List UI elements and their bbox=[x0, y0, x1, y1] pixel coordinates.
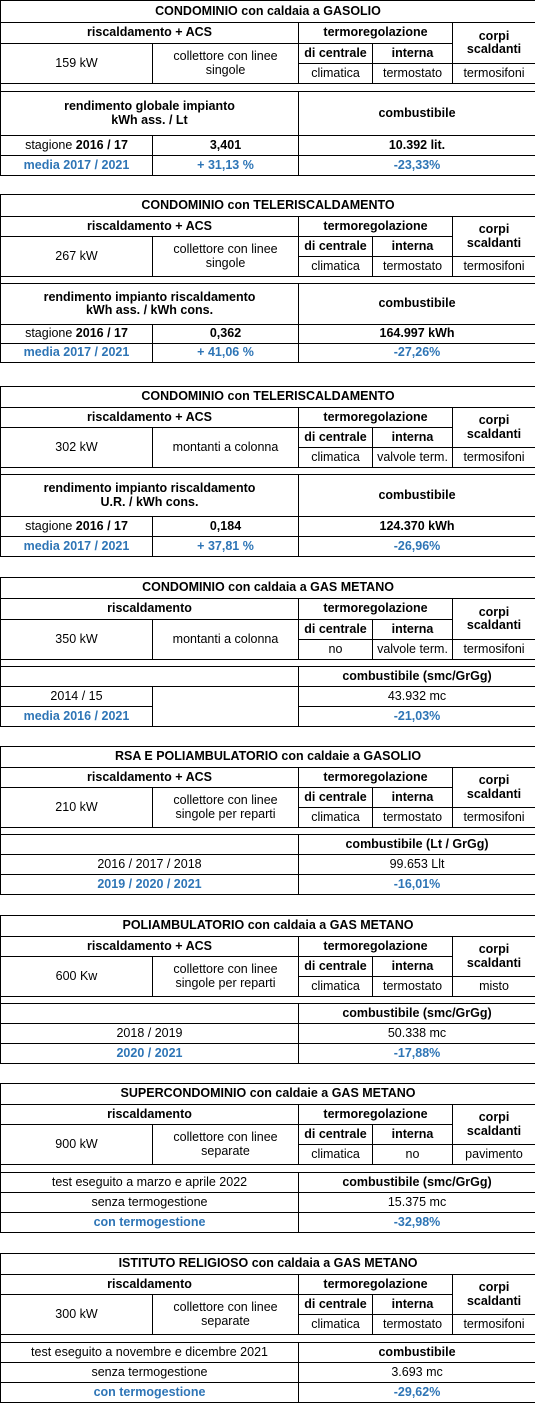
header-bodies: corpi scaldanti bbox=[453, 408, 535, 448]
spacer bbox=[1, 1335, 535, 1343]
average-efficiency: + 41,06 % bbox=[153, 344, 299, 363]
regulation-internal-value: termostato bbox=[373, 977, 453, 997]
regulation-internal-value: valvole term. bbox=[373, 640, 453, 660]
block-condominio-gas-metano bbox=[0, 577, 535, 727]
regulation-central-label: di centrale bbox=[299, 620, 373, 640]
block-title: CONDOMINIO con caldaia a GASOLIO bbox=[1, 1, 535, 23]
season-label: stagione 2016 / 17 bbox=[1, 517, 153, 537]
with-management-fuel: -32,98% bbox=[299, 1213, 535, 1233]
efficiency-header: rendimento globale impianto kWh ass. / Lt bbox=[1, 92, 299, 136]
average-efficiency: + 37,81 % bbox=[153, 537, 299, 557]
block-title: ISTITUTO RELIGIOSO con caldaia a GAS METANO bbox=[1, 1254, 535, 1275]
regulation-central-label: di centrale bbox=[299, 44, 373, 64]
bodies-value: pavimento bbox=[453, 1145, 535, 1165]
block-title: SUPERCONDOMINIO con caldaie a GAS METANO bbox=[1, 1084, 535, 1105]
spacer bbox=[1, 277, 535, 284]
spacer bbox=[1, 1165, 535, 1173]
test-note: test eseguito a marzo e aprile 2022 bbox=[1, 1173, 299, 1193]
bodies-value: termosifoni bbox=[453, 64, 535, 84]
regulation-central-value: climatica bbox=[299, 1315, 373, 1335]
regulation-internal-label: interna bbox=[373, 1125, 453, 1145]
power-value: 900 kW bbox=[1, 1125, 153, 1165]
spacer bbox=[1, 828, 535, 835]
power-value: 159 kW bbox=[1, 44, 153, 84]
block-condominio-gasolio bbox=[0, 0, 535, 176]
distribution-type: collettore con linee separate bbox=[153, 1295, 299, 1335]
comparison-fuel: -16,01% bbox=[299, 875, 535, 895]
header-regulation: termoregolazione bbox=[299, 408, 453, 428]
header-heating: riscaldamento + ACS bbox=[1, 23, 299, 44]
regulation-central-value: climatica bbox=[299, 64, 373, 84]
fuel-header: combustibile (smc/GrGg) bbox=[299, 1004, 535, 1024]
header-heating: riscaldamento bbox=[1, 1105, 299, 1125]
efficiency-header: rendimento impianto riscaldamento kWh ass. / kWh cons. bbox=[1, 284, 299, 325]
header-bodies: corpi scaldanti bbox=[453, 599, 535, 640]
without-management-label: senza termogestione bbox=[1, 1363, 299, 1383]
regulation-central-value: climatica bbox=[299, 977, 373, 997]
season-label: stagione 2016 / 17 bbox=[1, 325, 153, 344]
distribution-type: montanti a colonna bbox=[153, 428, 299, 468]
header-bodies: corpi scaldanti bbox=[453, 937, 535, 977]
period-label: 2018 / 2019 bbox=[1, 1024, 299, 1044]
block-title: RSA E POLIAMBULATORIO con caldaie a GASOLIO bbox=[1, 747, 535, 768]
spacer bbox=[1, 997, 535, 1004]
distribution-type: collettore con linee singole bbox=[153, 237, 299, 277]
average-fuel: -27,26% bbox=[299, 344, 535, 363]
bodies-value: termosifoni bbox=[453, 808, 535, 828]
fuel-header: combustibile bbox=[299, 284, 535, 325]
header-bodies: corpi scaldanti bbox=[453, 1105, 535, 1145]
header-heating: riscaldamento bbox=[1, 599, 299, 620]
power-value: 267 kW bbox=[1, 237, 153, 277]
fuel-header-blank bbox=[1, 667, 299, 687]
without-management-label: senza termogestione bbox=[1, 1193, 299, 1213]
comparison-label: 2019 / 2020 / 2021 bbox=[1, 875, 299, 895]
regulation-internal-label: interna bbox=[373, 428, 453, 448]
block-title: CONDOMINIO con TELERISCALDAMENTO bbox=[1, 195, 535, 217]
fuel-header: combustibile bbox=[299, 1343, 535, 1363]
header-bodies: corpi scaldanti bbox=[453, 768, 535, 808]
regulation-central-label: di centrale bbox=[299, 788, 373, 808]
distribution-type: collettore con linee singole per reparti bbox=[153, 957, 299, 997]
power-value: 302 kW bbox=[1, 428, 153, 468]
regulation-internal-label: interna bbox=[373, 957, 453, 977]
regulation-internal-label: interna bbox=[373, 620, 453, 640]
header-bodies: corpi scaldanti bbox=[453, 217, 535, 257]
power-value: 210 kW bbox=[1, 788, 153, 828]
block-condominio-teleriscaldamento-1 bbox=[0, 194, 535, 363]
block-poliambulatorio-gas-metano bbox=[0, 915, 535, 1064]
header-regulation: termoregolazione bbox=[299, 1105, 453, 1125]
spacer bbox=[1, 468, 535, 475]
season-fuel: 164.997 kWh bbox=[299, 325, 535, 344]
block-condominio-teleriscaldamento-2 bbox=[0, 386, 535, 557]
regulation-central-value: climatica bbox=[299, 1145, 373, 1165]
block-title: POLIAMBULATORIO con caldaia a GAS METANO bbox=[1, 916, 535, 937]
average-fuel: -21,03% bbox=[299, 707, 535, 727]
regulation-central-value: climatica bbox=[299, 257, 373, 277]
bodies-value: termosifoni bbox=[453, 1315, 535, 1335]
season-label: stagione 2016 / 17 bbox=[1, 136, 153, 156]
test-note: test eseguito a novembre e dicembre 2021 bbox=[1, 1343, 299, 1363]
block-supercondominio bbox=[0, 1083, 535, 1233]
power-value: 600 Kw bbox=[1, 957, 153, 997]
without-management-fuel: 3.693 mc bbox=[299, 1363, 535, 1383]
header-heating: riscaldamento bbox=[1, 1275, 299, 1295]
period-fuel: 99.653 Llt bbox=[299, 855, 535, 875]
distribution-type: collettore con linee singole per reparti bbox=[153, 788, 299, 828]
regulation-internal-value: termostato bbox=[373, 257, 453, 277]
fuel-header-blank bbox=[1, 1004, 299, 1024]
average-label: media 2017 / 2021 bbox=[1, 344, 153, 363]
header-regulation: termoregolazione bbox=[299, 599, 453, 620]
average-label: media 2017 / 2021 bbox=[1, 537, 153, 557]
average-label: media 2017 / 2021 bbox=[1, 156, 153, 176]
fuel-header: combustibile (Lt / GrGg) bbox=[299, 835, 535, 855]
regulation-central-label: di centrale bbox=[299, 428, 373, 448]
without-management-fuel: 15.375 mc bbox=[299, 1193, 535, 1213]
season-fuel: 43.932 mc bbox=[299, 687, 535, 707]
regulation-internal-label: interna bbox=[373, 1295, 453, 1315]
season-fuel: 10.392 lit. bbox=[299, 136, 535, 156]
spacer bbox=[1, 660, 535, 667]
regulation-internal-value: termostato bbox=[373, 808, 453, 828]
regulation-internal-value: termostato bbox=[373, 64, 453, 84]
bodies-value: termosifoni bbox=[453, 448, 535, 468]
regulation-central-label: di centrale bbox=[299, 1295, 373, 1315]
regulation-central-label: di centrale bbox=[299, 957, 373, 977]
header-regulation: termoregolazione bbox=[299, 768, 453, 788]
regulation-internal-value: no bbox=[373, 1145, 453, 1165]
header-bodies: corpi scaldanti bbox=[453, 23, 535, 64]
season-blank bbox=[153, 687, 299, 727]
fuel-header: combustibile (smc/GrGg) bbox=[299, 667, 535, 687]
distribution-type: montanti a colonna bbox=[153, 620, 299, 660]
regulation-central-value: no bbox=[299, 640, 373, 660]
header-heating: riscaldamento + ACS bbox=[1, 768, 299, 788]
regulation-internal-label: interna bbox=[373, 788, 453, 808]
block-istituto-religioso bbox=[0, 1253, 535, 1403]
header-heating: riscaldamento + ACS bbox=[1, 937, 299, 957]
regulation-internal-value: termostato bbox=[373, 1315, 453, 1335]
average-label: media 2016 / 2021 bbox=[1, 707, 153, 727]
average-fuel: -23,33% bbox=[299, 156, 535, 176]
season-label: 2014 / 15 bbox=[1, 687, 153, 707]
average-fuel: -26,96% bbox=[299, 537, 535, 557]
regulation-central-value: climatica bbox=[299, 448, 373, 468]
block-title: CONDOMINIO con TELERISCALDAMENTO bbox=[1, 387, 535, 408]
distribution-type: collettore con linee separate bbox=[153, 1125, 299, 1165]
average-efficiency: + 31,13 % bbox=[153, 156, 299, 176]
header-regulation: termoregolazione bbox=[299, 23, 453, 44]
season-efficiency: 0,184 bbox=[153, 517, 299, 537]
power-value: 350 kW bbox=[1, 620, 153, 660]
distribution-type: collettore con linee singole bbox=[153, 44, 299, 84]
header-heating: riscaldamento + ACS bbox=[1, 217, 299, 237]
power-value: 300 kW bbox=[1, 1295, 153, 1335]
season-fuel: 124.370 kWh bbox=[299, 517, 535, 537]
regulation-internal-label: interna bbox=[373, 44, 453, 64]
fuel-header: combustibile bbox=[299, 92, 535, 136]
header-regulation: termoregolazione bbox=[299, 937, 453, 957]
regulation-central-value: climatica bbox=[299, 808, 373, 828]
period-label: 2016 / 2017 / 2018 bbox=[1, 855, 299, 875]
season-efficiency: 3,401 bbox=[153, 136, 299, 156]
period-fuel: 50.338 mc bbox=[299, 1024, 535, 1044]
header-bodies: corpi scaldanti bbox=[453, 1275, 535, 1315]
bodies-value: termosifoni bbox=[453, 257, 535, 277]
season-efficiency: 0,362 bbox=[153, 325, 299, 344]
header-regulation: termoregolazione bbox=[299, 1275, 453, 1295]
bodies-value: termosifoni bbox=[453, 640, 535, 660]
header-heating: riscaldamento + ACS bbox=[1, 408, 299, 428]
fuel-header: combustibile (smc/GrGg) bbox=[299, 1173, 535, 1193]
with-management-label: con termogestione bbox=[1, 1213, 299, 1233]
regulation-internal-label: interna bbox=[373, 237, 453, 257]
with-management-label: con termogestione bbox=[1, 1383, 299, 1403]
bodies-value: misto bbox=[453, 977, 535, 997]
comparison-fuel: -17,88% bbox=[299, 1044, 535, 1064]
block-rsa-poliambulatorio bbox=[0, 746, 535, 895]
comparison-label: 2020 / 2021 bbox=[1, 1044, 299, 1064]
with-management-fuel: -29,62% bbox=[299, 1383, 535, 1403]
block-title: CONDOMINIO con caldaia a GAS METANO bbox=[1, 578, 535, 599]
header-regulation: termoregolazione bbox=[299, 217, 453, 237]
efficiency-header: rendimento impianto riscaldamento U.R. / kWh cons. bbox=[1, 475, 299, 517]
spacer bbox=[1, 84, 535, 92]
regulation-central-label: di centrale bbox=[299, 237, 373, 257]
regulation-internal-value: valvole term. bbox=[373, 448, 453, 468]
regulation-central-label: di centrale bbox=[299, 1125, 373, 1145]
fuel-header: combustibile bbox=[299, 475, 535, 517]
fuel-header-blank bbox=[1, 835, 299, 855]
